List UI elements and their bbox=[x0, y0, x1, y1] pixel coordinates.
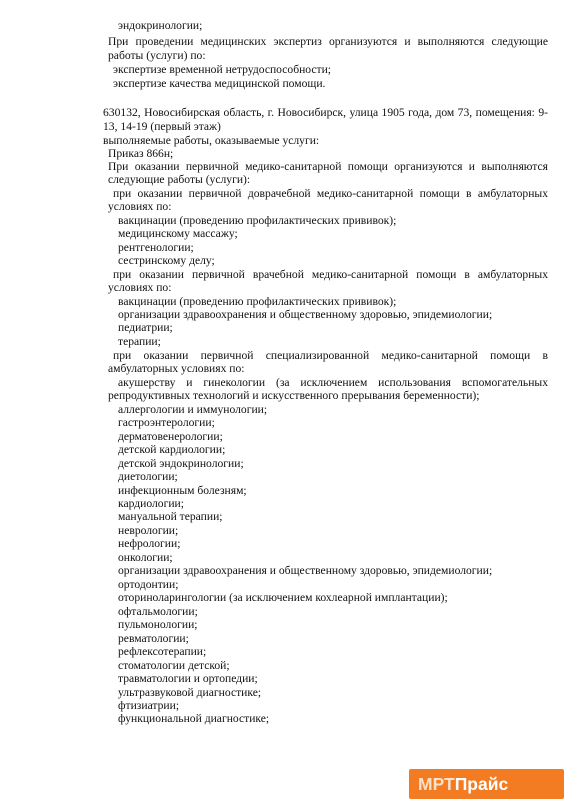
text-line: при оказании первичной специализированной медико-санитарной помощи в bbox=[113, 349, 548, 362]
list-item: сестринскому делу; bbox=[118, 254, 215, 267]
text-line: при оказании первичной доврачебной медико-санитарной помощи в амбулаторных bbox=[113, 187, 548, 200]
list-item: ортодонтии; bbox=[118, 578, 179, 591]
text-line: амбулаторных условиях по: bbox=[108, 362, 245, 375]
list-item: инфекционным болезням; bbox=[118, 484, 247, 497]
list-item: стоматологии детской; bbox=[118, 659, 230, 672]
watermark-part-2: Прайс bbox=[454, 774, 509, 794]
text-line: экспертизе качества медицинской помощи. bbox=[113, 77, 326, 90]
list-item: нефрологии; bbox=[118, 537, 181, 550]
list-item: вакцинации (проведению профилактических прививок); bbox=[118, 295, 397, 308]
text-line: экспертизе временной нетрудоспособности; bbox=[113, 63, 332, 76]
text-line: Приказ 866н; bbox=[108, 147, 174, 160]
address-line: 630132, Новосибирская область, г. Новосибирск, улица 1905 года, дом 73, помещения: 9- bbox=[103, 106, 548, 119]
list-item: репродуктивных технологий и искусственного прерывания беременности); bbox=[108, 389, 480, 402]
list-item: кардиологии; bbox=[118, 497, 184, 510]
text-line: При оказании первичной медико-санитарной помощи организуются и выполняются bbox=[108, 160, 548, 173]
list-item: организации здравоохранения и общественному здоровью, эпидемиологии; bbox=[118, 308, 493, 321]
list-item: аллергологии и иммунологии; bbox=[118, 403, 268, 416]
list-item: медицинскому массажу; bbox=[118, 227, 238, 240]
list-item: неврологии; bbox=[118, 524, 179, 537]
list-item: диетологии; bbox=[118, 470, 178, 483]
text-line: следующие работы (услуги): bbox=[108, 173, 251, 186]
text-line: при оказании первичной врачебной медико-санитарной помощи в амбулаторных bbox=[113, 268, 548, 281]
text-line: При проведении медицинских экспертиз организуются и выполняются следующие bbox=[108, 35, 548, 48]
list-item: гастроэнтерологии; bbox=[118, 416, 215, 429]
list-item: рефлексотерапии; bbox=[118, 645, 207, 658]
list-item: онкологии; bbox=[118, 551, 173, 564]
list-item: детской кардиологии; bbox=[118, 443, 226, 456]
list-item: мануальной терапии; bbox=[118, 510, 223, 523]
list-item: оториноларингологии (за исключением кохлеарной имплантации); bbox=[118, 591, 448, 604]
text-line: выполняемые работы, оказываемые услуги: bbox=[103, 134, 320, 147]
list-item: педиатрии; bbox=[118, 321, 173, 334]
list-item: ультразвуковой диагностике; bbox=[118, 686, 262, 699]
list-item: организации здравоохранения и общественному здоровью, эпидемиологии; bbox=[118, 564, 493, 577]
list-item: ревматологии; bbox=[118, 632, 189, 645]
watermark-part-1: МРТ bbox=[418, 774, 455, 794]
text-line: эндокринологии; bbox=[118, 19, 203, 32]
mrtprice-watermark-logo bbox=[409, 769, 564, 799]
list-item: пульмонологии; bbox=[118, 618, 198, 631]
address-line: 13, 14-19 (первый этаж) bbox=[103, 120, 221, 133]
list-item: травматологии и ортопедии; bbox=[118, 672, 258, 685]
text-line: работы (услуги) по: bbox=[108, 49, 206, 62]
list-item: терапии; bbox=[118, 335, 161, 348]
text-line: условиях по: bbox=[108, 281, 172, 294]
list-item: вакцинации (проведению профилактических прививок); bbox=[118, 214, 397, 227]
text-line: условиях по: bbox=[108, 200, 172, 213]
list-item: фтизиатрии; bbox=[118, 699, 180, 712]
list-item: акушерству и гинекологии (за исключением использования вспомогательных bbox=[118, 376, 548, 389]
list-item: дерматовенерологии; bbox=[118, 430, 223, 443]
list-item: функциональной диагностике; bbox=[118, 712, 270, 725]
list-item: офтальмологии; bbox=[118, 605, 198, 618]
list-item: рентгенологии; bbox=[118, 241, 194, 254]
list-item: детской эндокринологии; bbox=[118, 457, 244, 470]
